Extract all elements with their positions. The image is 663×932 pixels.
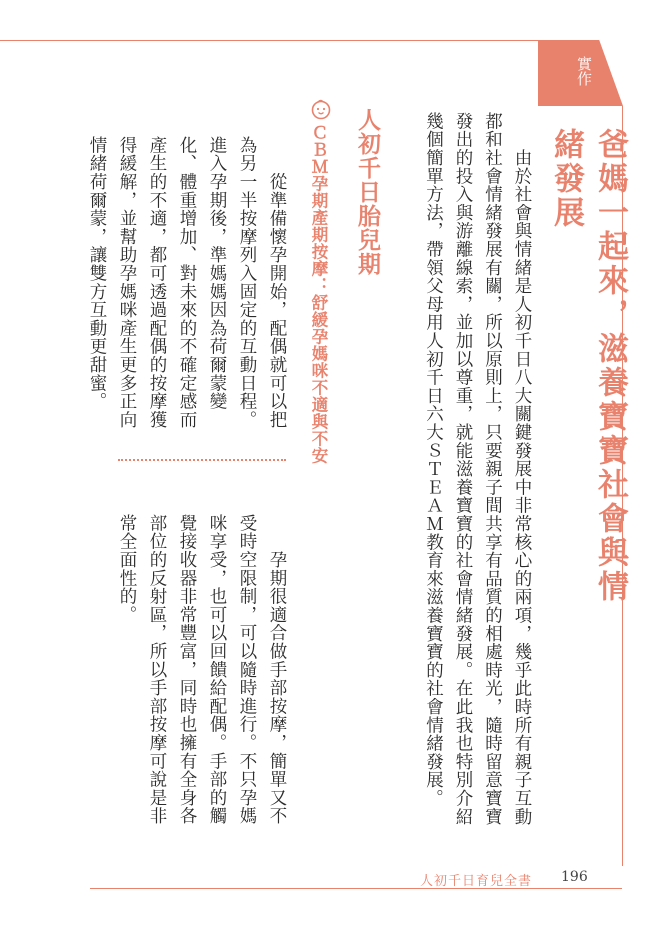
- top-rule: [0, 40, 538, 41]
- body-paragraph-upper: 從準備懷孕開始，配偶就可以把為另一半按摩列入固定的互動日程。進入孕期後，準媽媽因為荷爾蒙變化、體重增加、對未來的不確定感而產生的不適，都可透過配偶的按摩獲得緩解，並幫助孕媽咪產生更多正向情緒荷爾蒙，讓雙方互動更甜蜜。: [87, 136, 287, 429]
- body-paragraph-lower: 孕期很適合做手部按摩，簡單又不受時空限制，可以隨時進行。不只孕媽咪享受，也可以回饋給配偶。手部的觸覺接收器非常豐富，同時也擁有全身各部位的反射區，所以手部按摩可說是非常全面性的。: [117, 514, 287, 826]
- footer-book-title: 人初千日育兒全書: [420, 874, 533, 889]
- bottom-rule: [90, 888, 622, 889]
- section-tag-label: 實作: [575, 56, 593, 86]
- page-number: 196: [561, 869, 588, 885]
- intro-paragraph: 由於社會與情緒是人初千日八大關鍵發展中非常核心的兩項，幾乎此時所有親子互動都和社會情緒發展有關，所以原則上，只要親子間共享有品質的相處時光，隨時留意寶寶發出的投入與游離線索，並加以尊重，就能滋養寶寶的社會情緒發展。在此我也特別介紹幾個簡單方法，帶領父母用人初千日六大ＳＴＥＡＭ教育來滋養寶寶的社會情緒發展。: [423, 112, 532, 826]
- baby-face-icon: [310, 98, 332, 120]
- section-heading: 人初千日胎兒期: [354, 108, 380, 276]
- subsection-heading: ＣＢＭ孕期產期按摩：舒緩孕媽咪不適與不安: [309, 124, 328, 464]
- dotted-divider: [118, 459, 286, 461]
- page-title: 爸媽一起來，滋養寶寶社會與情緒發展: [548, 128, 628, 604]
